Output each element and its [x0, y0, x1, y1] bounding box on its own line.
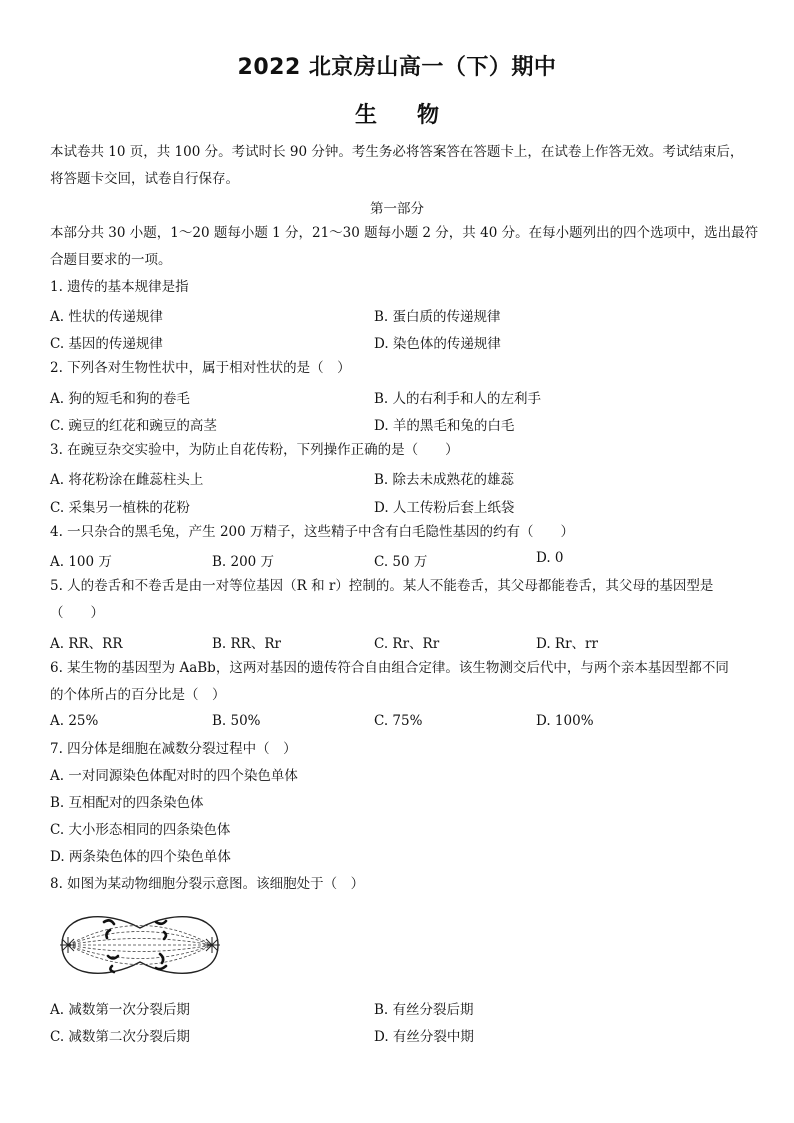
- option-b: B. 蛋白质的传递规律: [374, 309, 501, 325]
- option-a: A. 狗的短毛和狗的卷毛: [50, 391, 190, 407]
- subject-title: 生物: [354, 103, 479, 128]
- option-c: C. 豌豆的红花和豌豆的高茎: [50, 418, 217, 434]
- question-stem: （ ）: [50, 605, 104, 621]
- option-b: B. 互相配对的四条染色体: [50, 795, 204, 811]
- option-d: D. 两条染色体的四个染色单体: [50, 849, 231, 865]
- part-description: 合题目要求的一项。: [50, 252, 172, 268]
- option-b: B. 除去未成熟花的雄蕊: [374, 472, 515, 488]
- intro-line: 将答题卡交回，试卷自行保存。: [50, 171, 239, 187]
- question-stem: 2. 下列各对生物性状中，属于相对性状的是（ ）: [50, 360, 351, 376]
- option-c: C. 75%: [374, 713, 423, 729]
- question-stem: 1. 遗传的基本规律是指: [50, 279, 189, 295]
- option-a: A. 性状的传递规律: [50, 309, 163, 325]
- option-a: A. RR、RR: [50, 636, 123, 652]
- part-description: 本部分共 30 小题，1～20 题每小题 1 分，21～30 题每小题 2 分，共 40 分。在每小题列出的四个选项中，选出最符: [50, 225, 759, 241]
- option-b: B. 50%: [212, 713, 261, 729]
- question-stem: 的个体所占的百分比是（ ）: [50, 687, 226, 703]
- option-d: D. Rr、rr: [536, 636, 598, 652]
- option-d: D. 羊的黑毛和兔的白毛: [374, 418, 515, 434]
- option-c: C. 50 万: [374, 554, 428, 570]
- question-stem: 5. 人的卷舌和不卷舌是由一对等位基因（R 和 r）控制的。某人不能卷舌，其父母都能卷舌，其父母的基因型是: [50, 578, 714, 594]
- question-stem: 8. 如图为某动物细胞分裂示意图。该细胞处于（ ）: [50, 876, 365, 892]
- option-b: B. 人的右利手和人的左利手: [374, 391, 542, 407]
- option-a: A. 25%: [50, 713, 99, 729]
- intro-line: 本试卷共 10 页，共 100 分。考试时长 90 分钟。考生务必将答案答在答题卡上，在试卷上作答无效。考试结束后，: [50, 144, 744, 160]
- option-c: C. 大小形态相同的四条染色体: [50, 822, 231, 838]
- exam-title: 2022 北京房山高一（下）期中: [237, 55, 557, 80]
- option-b: B. 200 万: [212, 554, 275, 570]
- question-stem: 3. 在豌豆杂交实验中，为防止自花传粉，下列操作正确的是（ ）: [50, 442, 459, 458]
- option-d: D. 0: [536, 550, 564, 566]
- option-b: B. 有丝分裂后期: [374, 1002, 474, 1018]
- question-stem: 6. 某生物的基因型为 AaBb，这两对基因的遗传符合自由组合定律。该生物测交后代中，与两个亲本基因型都不同: [50, 660, 729, 676]
- option-a: A. 将花粉涂在雌蕊柱头上: [50, 472, 204, 488]
- option-c: C. 基因的传递规律: [50, 336, 163, 352]
- option-d: D. 染色体的传递规律: [374, 336, 501, 352]
- option-a: A. 100 万: [50, 554, 112, 570]
- part-heading: 第一部分: [370, 201, 424, 217]
- option-a: A. 减数第一次分裂后期: [50, 1002, 190, 1018]
- option-b: B. RR、Rr: [212, 636, 281, 652]
- option-d: D. 人工传粉后套上纸袋: [374, 500, 515, 516]
- option-d: D. 100%: [536, 713, 594, 729]
- option-a: A. 一对同源染色体配对时的四个染色单体: [50, 768, 298, 784]
- cell-division-figure: [52, 906, 228, 984]
- option-c: C. 采集另一植株的花粉: [50, 500, 190, 516]
- question-stem: 7. 四分体是细胞在减数分裂过程中（ ）: [50, 741, 297, 757]
- question-stem: 4. 一只杂合的黑毛兔，产生 200 万精子，这些精子中含有白毛隐性基因的约有（ ）: [50, 524, 575, 540]
- option-d: D. 有丝分裂中期: [374, 1029, 474, 1045]
- option-c: C. 减数第二次分裂后期: [50, 1029, 190, 1045]
- option-c: C. Rr、Rr: [374, 636, 440, 652]
